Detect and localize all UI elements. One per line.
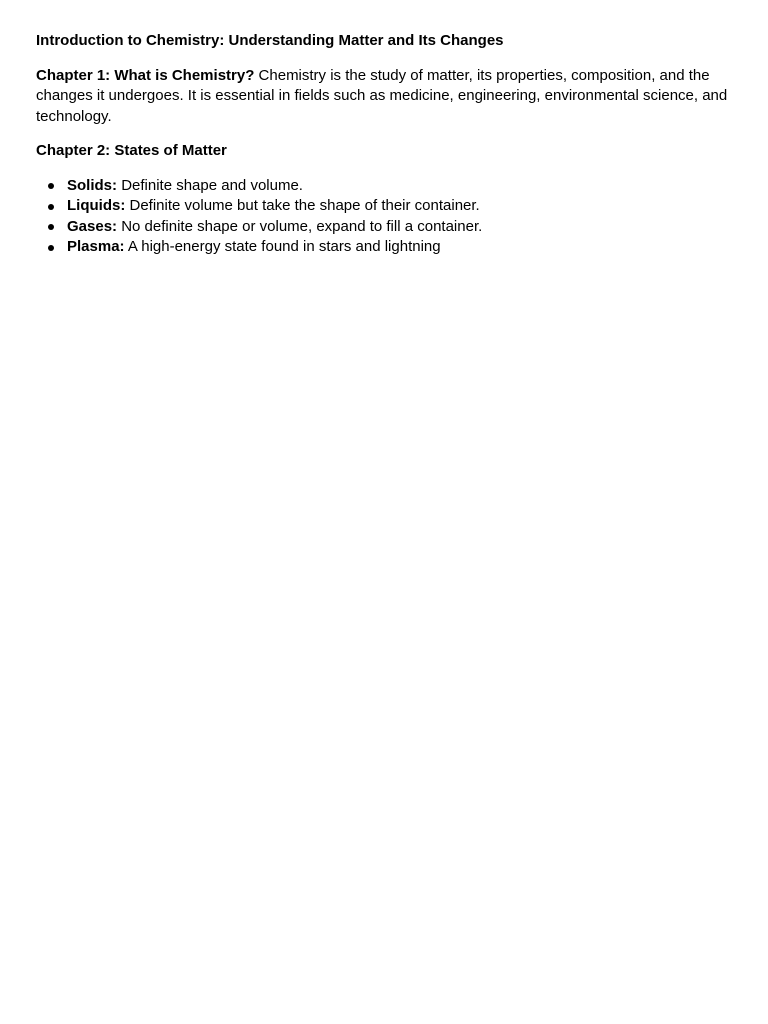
chapter-2-heading: Chapter 2: States of Matter <box>36 142 227 159</box>
list-item-description: A high-energy state found in stars and lightning <box>127 238 441 255</box>
list-item-description: Definite volume but take the shape of their container. <box>129 197 480 214</box>
states-of-matter-list <box>36 176 732 258</box>
list-item-term: Solids: <box>67 176 118 194</box>
document-title: Introduction to Chemistry: Understanding Matter and Its Changes <box>36 32 504 49</box>
chapter-1-paragraph <box>36 66 732 128</box>
bullet-icon <box>48 204 54 210</box>
bullet-icon <box>48 245 54 251</box>
list-item-term: Plasma: <box>67 238 125 255</box>
list-item-plasma <box>36 237 732 258</box>
list-item-description: No definite shape or volume, expand to fill a container. <box>121 217 483 235</box>
list-item-solids <box>36 176 732 197</box>
list-item-term: Liquids: <box>67 197 126 214</box>
bullet-icon <box>48 183 54 189</box>
list-item-liquids <box>36 196 732 217</box>
bullet-icon <box>48 224 54 230</box>
list-item-gases <box>36 217 732 238</box>
list-item-description: Definite shape and volume. <box>121 176 303 194</box>
chapter-1-heading: Chapter 1: What is Chemistry? <box>36 66 255 84</box>
list-item-term: Gases: <box>67 217 118 235</box>
chapter-1-body: Chemistry is the study of matter, its properties, composition, and the changes it undergoes. It is essential in fields such as medicine, engineering, environmental science, and technology. <box>36 66 728 125</box>
